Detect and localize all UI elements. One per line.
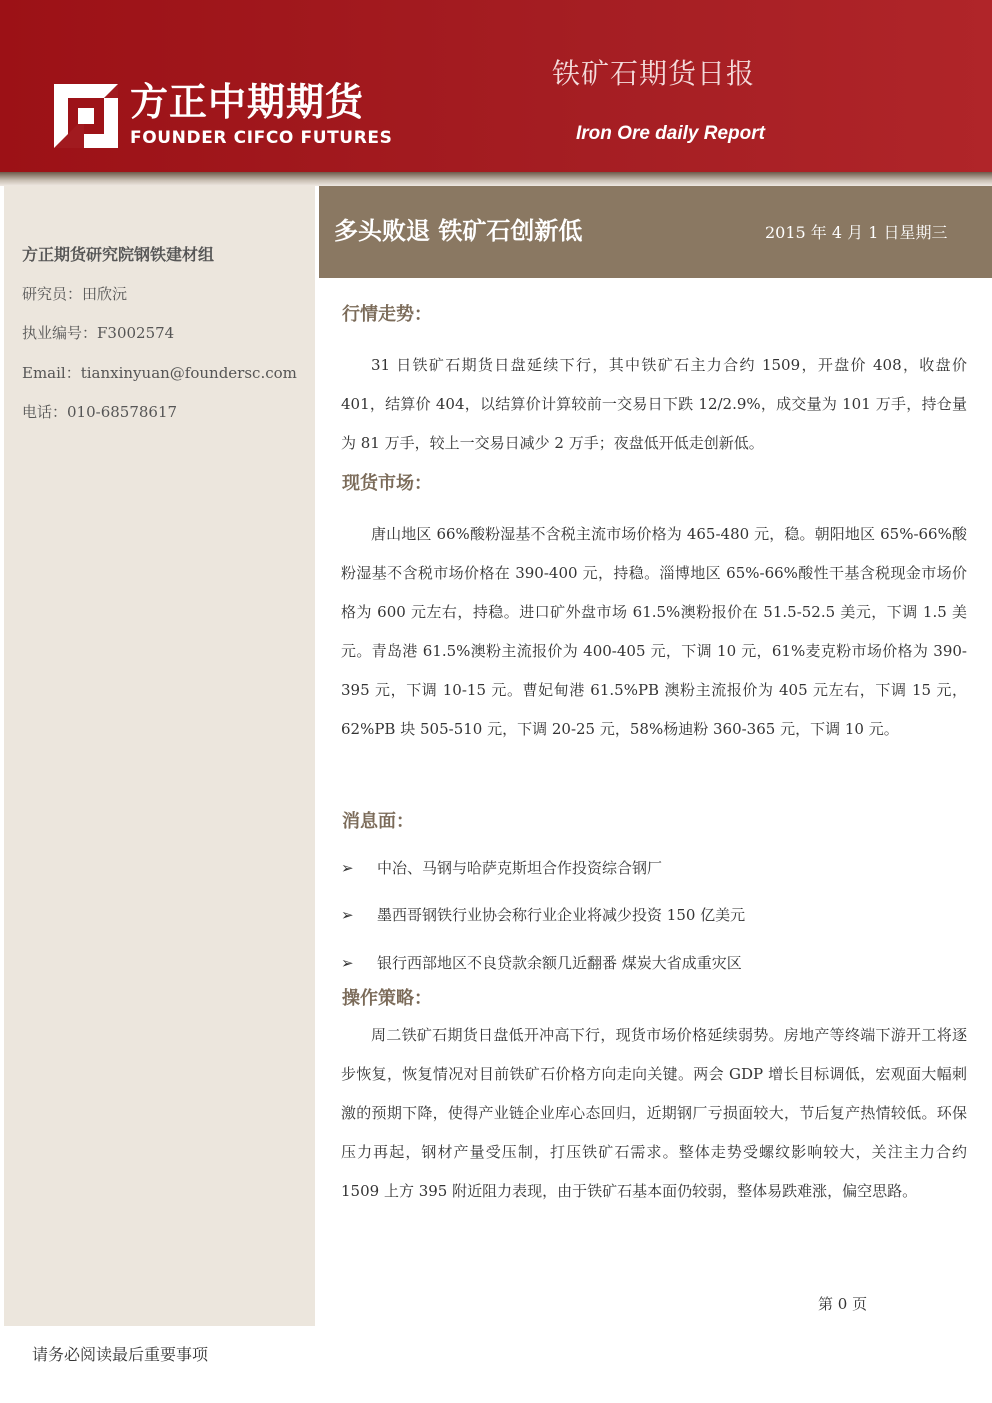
sidebar-phone: 电话：010-68578617 [22,403,178,421]
page-number: 第 0 页 [818,1295,868,1313]
news-item-text: 中冶、马钢与哈萨克斯坦合作投资综合钢厂 [377,859,663,877]
section-heading-spot: 现货市场： [342,473,432,494]
sidebar-email[interactable]: Email：tianxinyuan@foundersc.com [22,364,297,382]
news-item [341,904,745,926]
sidebar-license: 执业编号：F3002574 [22,324,175,342]
section-heading-strategy: 操作策略： [342,988,432,1009]
section-heading-news: 消息面： [342,811,414,832]
section-text-market: 31 日铁矿石期货日盘延续下行，其中铁矿石主力合约 1509，开盘价 408，收盘价 401，结算价 404，以结算价计算较前一交易日下跌 12/2.9%，成交量为 101 万手，持仓量为 81 万手，较上一交易日减少 2 万手；夜盘低开低走创新低。 [341,356,967,452]
bullet-arrow-icon: ➢ [341,954,354,972]
logo-text-cn: 方正中期期货 [130,80,365,124]
report-date: 2015 年 4 月 1 日星期三 [765,223,948,242]
report-title-en: Iron Ore daily Report [576,123,765,144]
report-title-cn: 铁矿石期货日报 [552,57,756,90]
news-item-text: 墨西哥钢铁行业协会称行业企业将减少投资 150 亿美元 [377,906,746,924]
news-item [341,857,662,879]
section-text-spot: 唐山地区 66%酸粉湿基不含税主流市场价格为 465-480 元，稳。朝阳地区 65%-66%酸粉湿基不含税市场价格在 390-400 元，持稳。淄博地区 65%-66%酸性干基含税现金市场价格为 600 元左右，持稳。进口矿外盘市场 61.5%澳粉报价在 51.5-52.5 美元，下调 1.5 美元。青岛港 61.5%澳粉主流报价为 400-405 元，下调 10 元，61%麦克粉市场价格为 390-395 元，下调 10-15 元。曹妃甸港 61.5%PB 澳粉主流报价为 405 元左右，下调 15 元，62%PB 块 505-510 元，下调 20-25 元，58%杨迪粉 360-365 元，下调 10 元。 [341,525,967,738]
section-heading-market: 行情走势： [342,304,432,325]
sidebar-org: 方正期货研究院钢铁建材组 [22,245,215,264]
news-item [341,952,742,974]
bullet-arrow-icon: ➢ [341,906,354,924]
news-item-text: 银行西部地区不良贷款余额几近翻番 煤炭大省成重灾区 [377,954,742,972]
bullet-arrow-icon: ➢ [341,859,354,877]
company-logo-icon [54,84,118,148]
logo-text-en: FOUNDER CIFCO FUTURES [130,128,393,148]
report-headline: 多头败退 铁矿石创新低 [334,217,583,245]
header-shadow [0,172,992,186]
sidebar-researcher: 研究员：田欣沅 [22,285,128,303]
footer-disclaimer-note: 请务必阅读最后重要事项 [32,1345,209,1364]
sidebar [4,186,315,1326]
section-text-strategy: 周二铁矿石期货日盘低开冲高下行，现货市场价格延续弱势。房地产等终端下游开工将逐步恢复，恢复情况对目前铁矿石价格方向走向关键。两会 GDP 增长目标调低，宏观面大幅刺激的预期下降，使得产业链企业库心态回归，近期钢厂亏损面较大，节后复产热情较低。环保压力再起，钢材产量受压制，打压铁矿石需求。整体走势受螺纹影响较大，关注主力合约 1509 上方 395 附近阻力表现，由于铁矿石基本面仍较弱，整体易跌难涨，偏空思路。 [341,1026,967,1200]
